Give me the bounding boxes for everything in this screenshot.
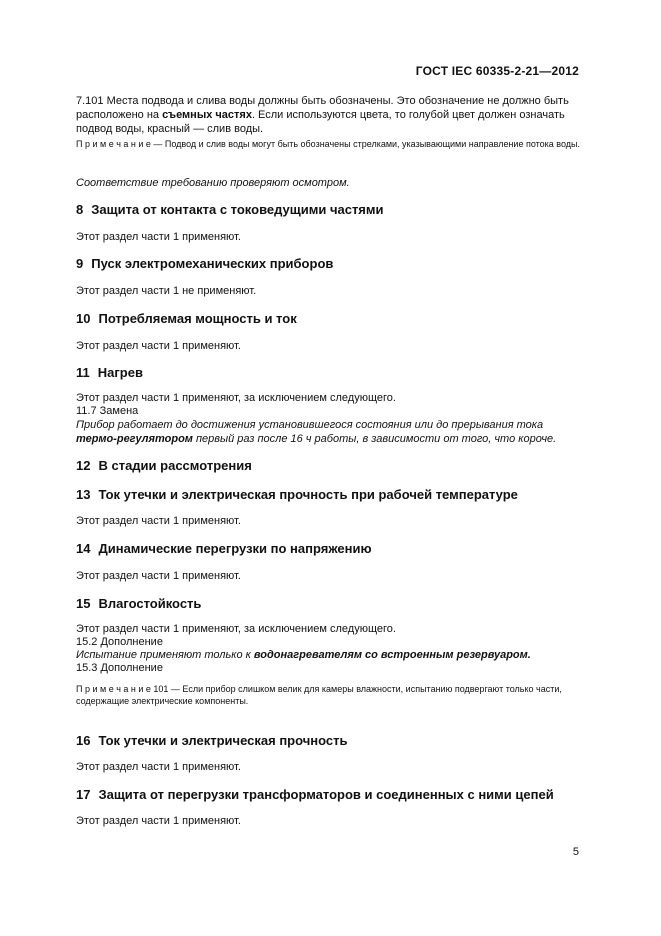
section-heading-8: 8 Защита от контакта с токоведущими частями (76, 202, 384, 217)
section-text-17: Этот раздел части 1 применяют. (76, 815, 241, 827)
note-7-101: П р и м е ч а н и е — Подвод и слив воды могут быть обозначены стрелками, указывающими направление потока воды. (76, 139, 581, 149)
section-text-13: Этот раздел части 1 применяют. (76, 515, 241, 527)
section-text-10: Этот раздел части 1 применяют. (76, 340, 241, 352)
page-number: 5 (572, 846, 579, 858)
section-heading-17: 17 Защита от перегрузки трансформаторов и соединенных с ними цепей (76, 787, 554, 802)
clause-7-101: 7.101 Места подвода и слива воды должны быть обозначены. Это обозначение не должно быть расположено на съемных частях. Если используются цвета, то голубой цвет должен означать подвод воды, красный — слив воды. (76, 95, 569, 135)
section-text-14: Этот раздел части 1 применяют. (76, 570, 241, 582)
section-text-8: Этот раздел части 1 применяют. (76, 231, 241, 243)
clause-15-2-label: 15.2 Дополнение (76, 636, 163, 648)
section-text-11: Этот раздел части 1 применяют, за исключением следующего. (76, 392, 396, 404)
section-text-16: Этот раздел части 1 применяют. (76, 761, 241, 773)
note-label: П р и м е ч а н и е (76, 139, 151, 149)
clause-15-2-text: Испытание применяют только к водонагревателям со встроенным резервуаром. (76, 649, 531, 661)
section-heading-9: 9 Пуск электромеханических приборов (76, 256, 334, 271)
note-101: П р и м е ч а н и е 101 — Если прибор слишком велик для камеры влажности, испытанию подвергают только части, содержащие электрические компоненты. (76, 684, 562, 706)
document-code-header: ГОСТ IEC 60335-2-21—2012 (415, 64, 579, 78)
clause-11-7-label: 11.7 Замена (76, 405, 139, 417)
section-text-15: Этот раздел части 1 применяют, за исключением следующего. (76, 623, 396, 635)
section-text-9: Этот раздел части 1 не применяют. (76, 285, 257, 297)
section-heading-11: 11 Нагрев (76, 365, 143, 380)
compliance-text: Соответствие требованию проверяют осмотром. (76, 177, 350, 189)
section-heading-14: 14 Динамические перегрузки по напряжению (76, 541, 372, 556)
note-label: П р и м е ч а н и е 101 (76, 684, 169, 694)
section-heading-12: 12 В стадии рассмотрения (76, 458, 252, 473)
section-heading-15: 15 Влагостойкость (76, 596, 202, 611)
clause-11-7-text: Прибор работает до достижения установившегося состояния или до прерывания тока термо-регулятором первый раз после 16 ч работы, в зависимости от того, что короче. (76, 419, 557, 445)
section-heading-10: 10 Потребляемая мощность и ток (76, 311, 297, 326)
section-heading-16: 16 Ток утечки и электрическая прочность (76, 733, 348, 748)
clause-15-3-label: 15.3 Дополнение (76, 662, 163, 674)
section-heading-13: 13 Ток утечки и электрическая прочность при рабочей температуре (76, 487, 518, 502)
clause-number: 7.101 (76, 95, 104, 107)
